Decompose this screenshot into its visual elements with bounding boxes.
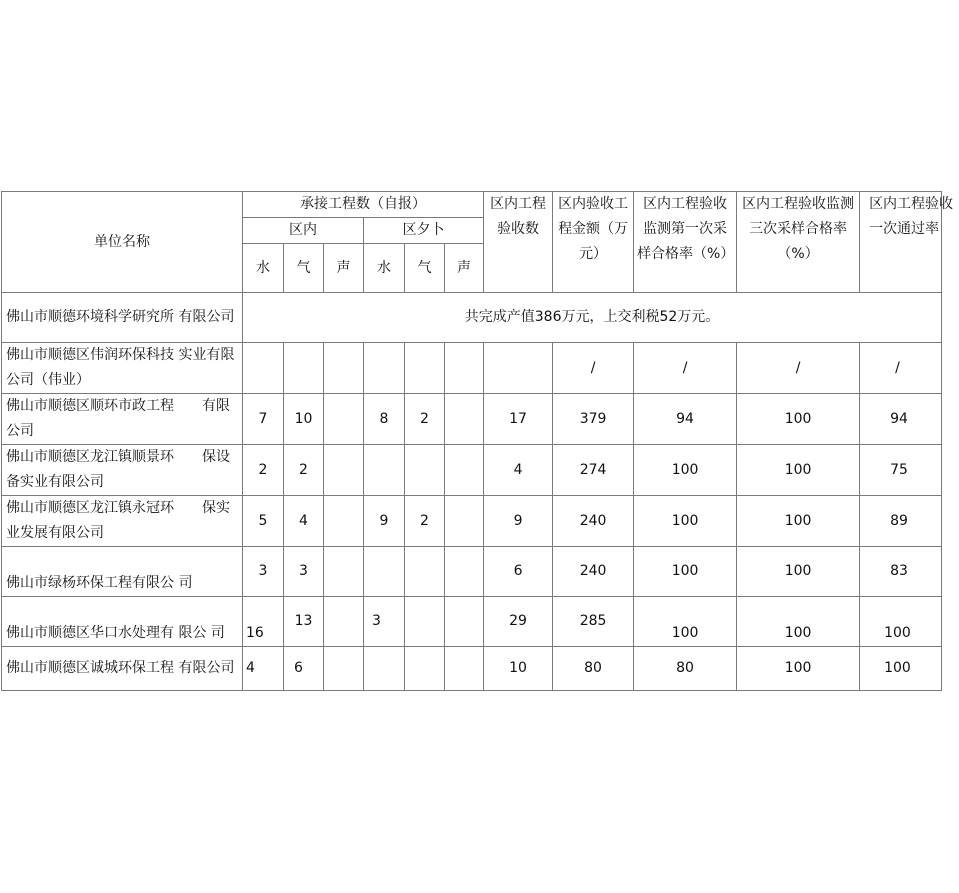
pass-rate-cell: 94 [860,394,942,445]
header-third-rate-text: 区内工程验收监测三次采样合格率（%） [742,196,855,262]
header-inner-sound: 声 [324,244,364,293]
summary-note: 共完成产值386万元，上交利税52万元。 [243,293,942,343]
third-rate-cell: 100 [737,547,860,597]
outer-gas-cell: 2 [405,496,445,547]
outer-sound-cell [445,647,484,691]
pass-rate-cell: 100 [860,647,942,691]
accept-count-cell: 29 [484,597,553,647]
unit-name-cell: 佛山市顺德区诚城环保工程 有限公司 [2,647,243,691]
table-row [2,394,942,445]
inner-water-cell: 2 [243,445,284,496]
unit-name-cell: 佛山市顺德区顺环市政工程 有限公司 [2,394,243,445]
unit-name-cell: 佛山市顺德区伟润环保科技 实业有限公司（伟业） [2,343,243,394]
header-outer-gas: 气 [405,244,445,293]
inner-water-cell: 16 [243,597,284,647]
header-district-outer: 区夕卜 [364,218,484,244]
outer-sound-cell [445,343,484,394]
unit-name-cell: 佛山市顺德区华口水处理有 限公 司 [2,597,243,647]
header-first-rate [634,192,737,293]
accept-count-cell: 17 [484,394,553,445]
table-row [2,445,942,496]
header-pass-rate-label: 区内工程验收一次通过率 [869,196,954,237]
amount-cell: 379 [553,394,634,445]
inner-gas-cell: 6 [284,647,324,691]
header-amount-text: 区内验收工程金额（万元） [558,196,629,262]
table-row [2,547,942,597]
inner-gas-cell: 3 [284,547,324,597]
unit-name-cell: 佛山市顺德区龙江镇顺景环 保设备实业有限公司 [2,445,243,496]
header-amount [553,192,634,293]
inner-gas-cell: 10 [284,394,324,445]
unit-name-cell: 佛山市顺德区龙江镇永冠环 保实业发展有限公司 [2,496,243,547]
outer-sound-cell [445,597,484,647]
header-district-inner: 区内 [243,218,364,244]
first-rate-cell: 100 [634,597,737,647]
outer-sound-cell [445,445,484,496]
inner-sound-cell [324,647,364,691]
third-rate-cell: 100 [737,496,860,547]
header-first-rate-text: 区内工程验收监测第一次采样合格率（%） [637,196,735,262]
outer-gas-cell [405,597,445,647]
accept-count-cell: 10 [484,647,553,691]
header-inner-water: 水 [243,244,284,293]
header-third-rate [737,192,860,293]
header-pass-rate-text [863,192,954,242]
inner-sound-cell [324,597,364,647]
header-acceptance-count-text: 区内工程验收数 [490,196,547,237]
inner-gas-cell: 2 [284,445,324,496]
first-rate-cell: 94 [634,394,737,445]
inner-gas-cell: 4 [284,496,324,547]
outer-sound-cell [445,496,484,547]
table-row [2,647,942,691]
outer-water-cell: 9 [364,496,405,547]
accept-count-cell [484,343,553,394]
table-row [2,496,942,547]
table-row [2,293,942,343]
inner-gas-cell [284,343,324,394]
first-rate-cell: 100 [634,445,737,496]
unit-name-cell: 佛山市顺德环境科学研究所 有限公司 [2,293,243,343]
accept-count-cell: 6 [484,547,553,597]
unit-name-cell: 佛山市绿杨环保工程有限公 司 [2,547,243,597]
accept-count-cell: 9 [484,496,553,547]
pass-rate-cell: 75 [860,445,942,496]
outer-sound-cell [445,547,484,597]
header-unit-name: 单位名称 [2,192,243,293]
first-rate-cell: / [634,343,737,394]
header-outer-sound: 声 [445,244,484,293]
outer-water-cell [364,647,405,691]
outer-sound-cell [445,394,484,445]
inner-gas-cell: 13 [284,597,324,647]
first-rate-cell: 100 [634,547,737,597]
outer-water-cell: 3 [364,597,405,647]
header-acceptance-count [484,192,553,293]
engineering-report-table [1,191,954,691]
table-row [2,343,942,394]
third-rate-cell: 100 [737,597,860,647]
third-rate-cell: / [737,343,860,394]
inner-sound-cell [324,445,364,496]
header-undertaken: 承接工程数（自报） [243,192,484,218]
first-rate-cell: 100 [634,496,737,547]
outer-water-cell [364,547,405,597]
table-row [2,597,942,647]
third-rate-cell: 100 [737,445,860,496]
outer-gas-cell [405,343,445,394]
accept-count-cell: 4 [484,445,553,496]
first-rate-cell: 80 [634,647,737,691]
third-rate-cell: 100 [737,394,860,445]
outer-water-cell [364,343,405,394]
pass-rate-cell: 89 [860,496,942,547]
third-rate-cell: 100 [737,647,860,691]
inner-sound-cell [324,496,364,547]
amount-cell: 240 [553,496,634,547]
header-outer-water: 水 [364,244,405,293]
amount-cell: 285 [553,597,634,647]
amount-cell: 240 [553,547,634,597]
header-pass-rate [860,192,954,293]
amount-cell: / [553,343,634,394]
inner-sound-cell [324,394,364,445]
inner-sound-cell [324,343,364,394]
amount-cell: 80 [553,647,634,691]
outer-gas-cell [405,547,445,597]
outer-gas-cell [405,445,445,496]
outer-gas-cell [405,647,445,691]
pass-rate-cell: 100 [860,597,942,647]
inner-water-cell: 7 [243,394,284,445]
amount-cell: 274 [553,445,634,496]
inner-water-cell: 4 [243,647,284,691]
pass-rate-cell: 83 [860,547,942,597]
inner-water-cell: 5 [243,496,284,547]
outer-water-cell: 8 [364,394,405,445]
outer-water-cell [364,445,405,496]
header-inner-gas: 气 [284,244,324,293]
inner-water-cell: 3 [243,547,284,597]
pass-rate-cell: / [860,343,942,394]
outer-gas-cell: 2 [405,394,445,445]
inner-sound-cell [324,547,364,597]
inner-water-cell [243,343,284,394]
